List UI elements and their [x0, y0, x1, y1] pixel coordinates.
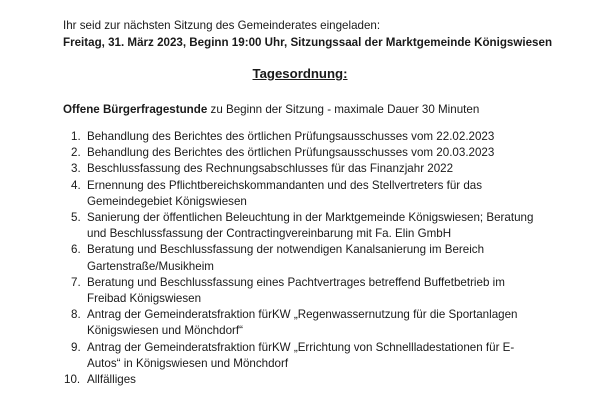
agenda-item-number: 2.: [71, 146, 81, 160]
public-question-time-label: Offene Bürgerfragestunde: [63, 103, 208, 116]
agenda-item-text: Sanierung der öffentlichen Beleuchtung in der Marktgemeinde Königswiesen; Beratung und Beschlussfassung der Contractingvereinbarung mit Fa. Elin GmbH: [87, 211, 534, 241]
agenda-item-number: 4.: [71, 178, 81, 192]
agenda-item-number: 1.: [71, 130, 81, 143]
invitation-text: Ihr seid zur nächsten Sitzung des Gemeinderates eingeladen:: [63, 19, 381, 32]
agenda-item-number: 9.: [71, 340, 81, 354]
agenda-item: [63, 161, 543, 177]
agenda-item-number: 8.: [71, 308, 81, 322]
agenda-list: [63, 129, 543, 388]
public-question-time: [63, 103, 479, 117]
agenda-item: [63, 275, 543, 307]
agenda-item: [63, 242, 543, 274]
agenda-item-text: Allfälliges: [87, 373, 136, 387]
agenda-item-number: 3.: [71, 162, 81, 176]
agenda-item-text: Beschlussfassung des Rechnungsabschlusses für das Finanzjahr 2022: [87, 162, 454, 176]
meeting-details: Freitag, 31. März 2023, Beginn 19:00 Uhr, Sitzungssaal der Marktgemeinde Königswiesen: [63, 36, 553, 49]
agenda-heading: Tagesordnung:: [252, 66, 348, 81]
agenda-item: [63, 145, 543, 161]
agenda-item-number: 7.: [71, 275, 81, 289]
agenda-item-text: Behandlung des Berichtes des örtlichen Prüfungsausschusses vom 22.02.2023: [87, 130, 495, 143]
public-question-time-rest: zu Beginn der Sitzung - maximale Dauer 30 Minuten: [207, 103, 480, 116]
agenda-item-number: 5.: [71, 211, 81, 225]
agenda-item: [63, 340, 543, 372]
agenda-item: [63, 307, 543, 339]
agenda-item: [63, 210, 543, 242]
agenda-item-text: Beratung und Beschlussfassung der notwendigen Kanalsanierung im Bereich Gartenstraße/Musikheim: [87, 243, 485, 273]
agenda-item-text: Ernennung des Pflichtbereichskommandanten und des Stellvertreters für das Gemeindegebiet Königswiesen: [87, 178, 483, 208]
agenda-item: [63, 372, 543, 388]
agenda-item-number: 10.: [64, 373, 81, 387]
agenda-item-text: Behandlung des Berichtes des örtlichen Prüfungsausschusses vom 20.03.2023: [87, 146, 495, 160]
agenda-item: [63, 178, 543, 210]
cut-off-title: [270, 0, 350, 3]
agenda-item-text: Beratung und Beschlussfassung eines Pachtvertrages betreffend Buffetbetrieb im Freibad Königswiesen: [87, 275, 505, 306]
agenda-item-number: 6.: [71, 243, 81, 257]
agenda-item: [63, 129, 543, 145]
agenda-item-text: Antrag der Gemeinderatsfraktion fürKW „Errichtung von Schnellladestationen für E-Autos“ in Königswiesen und Mönchdorf: [87, 340, 515, 370]
agenda-item-text: Antrag der Gemeinderatsfraktion fürKW „Regenwassernutzung für die Sportanlagen Königswiesen und Mönchdorf“: [87, 308, 518, 338]
